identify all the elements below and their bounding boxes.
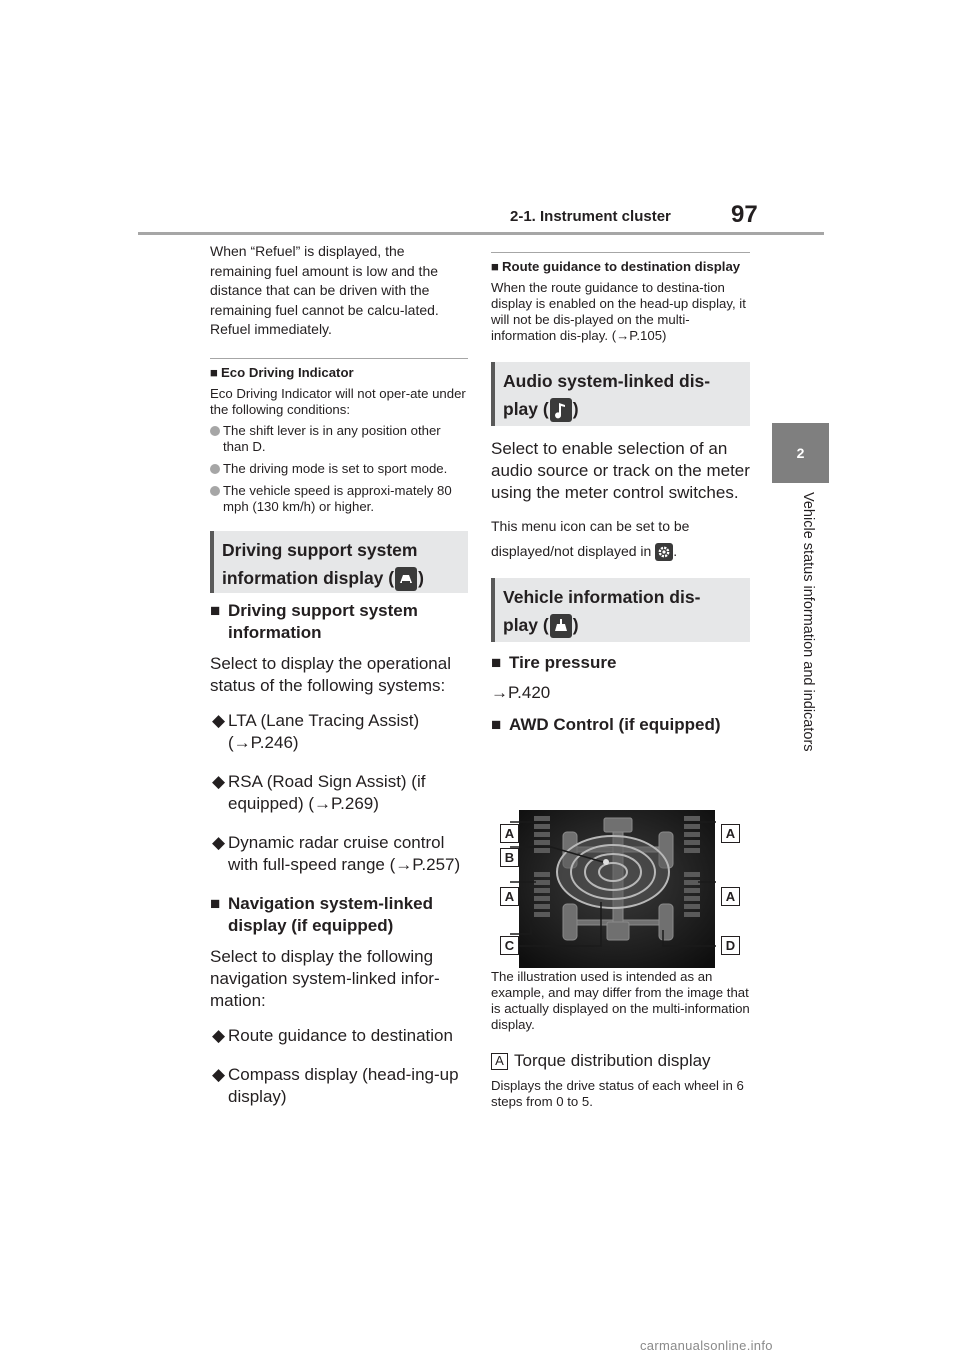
dss-section-line1: Driving support system xyxy=(222,539,418,560)
audio-note-period: . xyxy=(673,543,678,559)
eco-title: Eco Driving Indicator xyxy=(221,364,354,380)
dot-bullet-icon xyxy=(210,486,220,496)
chapter-title: Vehicle status information and indicators xyxy=(800,492,816,752)
vehicle-section-heading xyxy=(491,578,750,642)
figure-label-a: A xyxy=(721,887,740,906)
refuel-action: Refuel immediately. xyxy=(210,321,332,337)
audio-section-paren: ) xyxy=(572,399,579,419)
right-column xyxy=(491,252,750,736)
dot-bullet-icon xyxy=(210,464,220,474)
audio-desc: Select to enable selection of an audio source or track on the meter using the meter control switches. xyxy=(491,439,750,502)
figure-label-b: B xyxy=(500,848,519,867)
list-item-text: Route guidance to destination xyxy=(228,1025,453,1045)
dss-sub-title: Driving support system information xyxy=(228,600,418,642)
figure-label-a: A xyxy=(500,887,519,906)
left-column xyxy=(210,242,468,1125)
awd-illustration xyxy=(491,810,749,968)
header-rule xyxy=(138,232,824,235)
eco-heading xyxy=(210,365,468,381)
square-bullet-icon: ■ xyxy=(491,259,499,274)
list-item-text: RSA (Road Sign Assist) (if equipped) (→P.269) xyxy=(228,771,426,813)
list-item-text: The shift lever is in any position other than D. xyxy=(223,422,441,454)
divider xyxy=(210,358,468,359)
divider xyxy=(491,252,750,253)
page-number: 97 xyxy=(731,201,758,228)
section-header: 2-1. Instrument cluster xyxy=(510,208,671,225)
dss-section-paren: ) xyxy=(418,567,424,588)
diamond-bullet-icon: ◆ xyxy=(212,832,226,852)
dss-list xyxy=(210,710,468,876)
list-item xyxy=(210,1025,468,1047)
tire-heading xyxy=(491,652,750,674)
dot-bullet-icon xyxy=(210,426,220,436)
vehicle-section-text: play ( xyxy=(503,615,549,635)
dss-desc: Select to display the operational status of the following systems: xyxy=(210,653,451,695)
eco-intro: Eco Driving Indicator will not oper-ate under the following conditions: xyxy=(210,385,466,417)
figure-label-a: A xyxy=(500,824,519,843)
nav-heading xyxy=(210,893,468,937)
torque-label-box: A xyxy=(491,1053,508,1070)
list-item-text: LTA (Lane Tracing Assist) (→P.246) xyxy=(228,710,420,752)
list-item xyxy=(210,423,468,455)
audio-section-line2 xyxy=(503,395,742,423)
figure-label-c: C xyxy=(500,936,519,955)
square-bullet-icon: ■ xyxy=(491,653,502,672)
diamond-bullet-icon: ◆ xyxy=(212,1064,226,1084)
chapter-number: 2 xyxy=(796,445,805,461)
nav-list xyxy=(210,1025,468,1108)
audio-section-heading xyxy=(491,362,750,426)
list-item xyxy=(210,1064,468,1108)
dss-sub-heading xyxy=(210,600,468,644)
square-bullet-icon: ■ xyxy=(210,893,221,913)
gear-icon xyxy=(655,543,673,561)
list-item-text: Dynamic radar cruise control with full-speed range (→P.257) xyxy=(228,832,461,874)
driving-support-icon xyxy=(395,567,417,591)
torque-heading xyxy=(491,1050,751,1072)
dss-section-text: information display ( xyxy=(222,567,395,588)
torque-title: Torque distribution display xyxy=(514,1051,711,1070)
tire-title: Tire pressure xyxy=(509,653,617,672)
list-item xyxy=(210,832,468,876)
list-item-text: Compass display (head-ing-up display) xyxy=(228,1064,459,1106)
awd-control-figure xyxy=(491,810,749,968)
watermark: carmanualsonline.info xyxy=(640,1338,773,1353)
awd-title: AWD Control (if equipped) xyxy=(509,715,721,734)
vehicle-section-line1: Vehicle information dis- xyxy=(503,587,701,607)
music-note-icon xyxy=(550,398,572,422)
diamond-bullet-icon: ◆ xyxy=(212,1025,226,1045)
vehicle-section-line2 xyxy=(503,611,742,639)
audio-section-line1: Audio system-linked dis- xyxy=(503,371,711,391)
route-heading xyxy=(491,259,750,275)
figure-label-d: D xyxy=(721,936,740,955)
chapter-tab[interactable] xyxy=(772,423,829,483)
awd-heading xyxy=(491,714,750,736)
diamond-bullet-icon: ◆ xyxy=(212,771,226,791)
nav-desc: Select to display the following navigation system-linked infor-mation: xyxy=(210,946,440,1010)
dss-section-heading xyxy=(210,531,468,593)
route-title: Route guidance to destination display xyxy=(502,259,741,274)
refuel-note: When “Refuel” is displayed, the remaining fuel amount is low and the distance that can be driven with the remaining fuel cannot be calcu-lated. xyxy=(210,243,439,318)
route-note: When the route guidance to destina-tion display is enabled on the head-up display, it will not be dis-played on the multi-information dis-play. (→P.105) xyxy=(491,280,746,343)
diamond-bullet-icon: ◆ xyxy=(212,710,226,730)
list-item xyxy=(210,710,468,754)
square-bullet-icon: ■ xyxy=(491,715,502,734)
figure-label-a: A xyxy=(721,824,740,843)
dss-section-line2 xyxy=(222,564,460,592)
square-bullet-icon: ■ xyxy=(210,600,221,620)
figure-note: The illustration used is intended as an example, and may differ from the image that is actually displayed on the multi-information display. xyxy=(491,969,750,1032)
square-bullet-icon: ■ xyxy=(210,364,218,380)
list-item-text: The vehicle speed is approxi-mately 80 mph (130 km/h) or higher. xyxy=(223,482,452,514)
list-item xyxy=(210,483,468,515)
torque-desc: Displays the drive status of each wheel in 6 steps from 0 to 5. xyxy=(491,1078,744,1109)
audio-note xyxy=(491,514,750,564)
audio-note-text: This menu icon can be set to be displayed/not displayed in xyxy=(491,518,690,559)
audio-section-text: play ( xyxy=(503,399,549,419)
list-item xyxy=(210,771,468,815)
nav-title: Navigation system-linked display (if equipped) xyxy=(228,893,434,935)
list-item xyxy=(210,461,468,477)
vehicle-info-icon xyxy=(550,614,572,638)
vehicle-section-paren: ) xyxy=(572,615,579,635)
list-item-text: The driving mode is set to sport mode. xyxy=(223,460,448,476)
tire-ref: →P.420 xyxy=(491,683,551,702)
eco-list xyxy=(210,423,468,515)
